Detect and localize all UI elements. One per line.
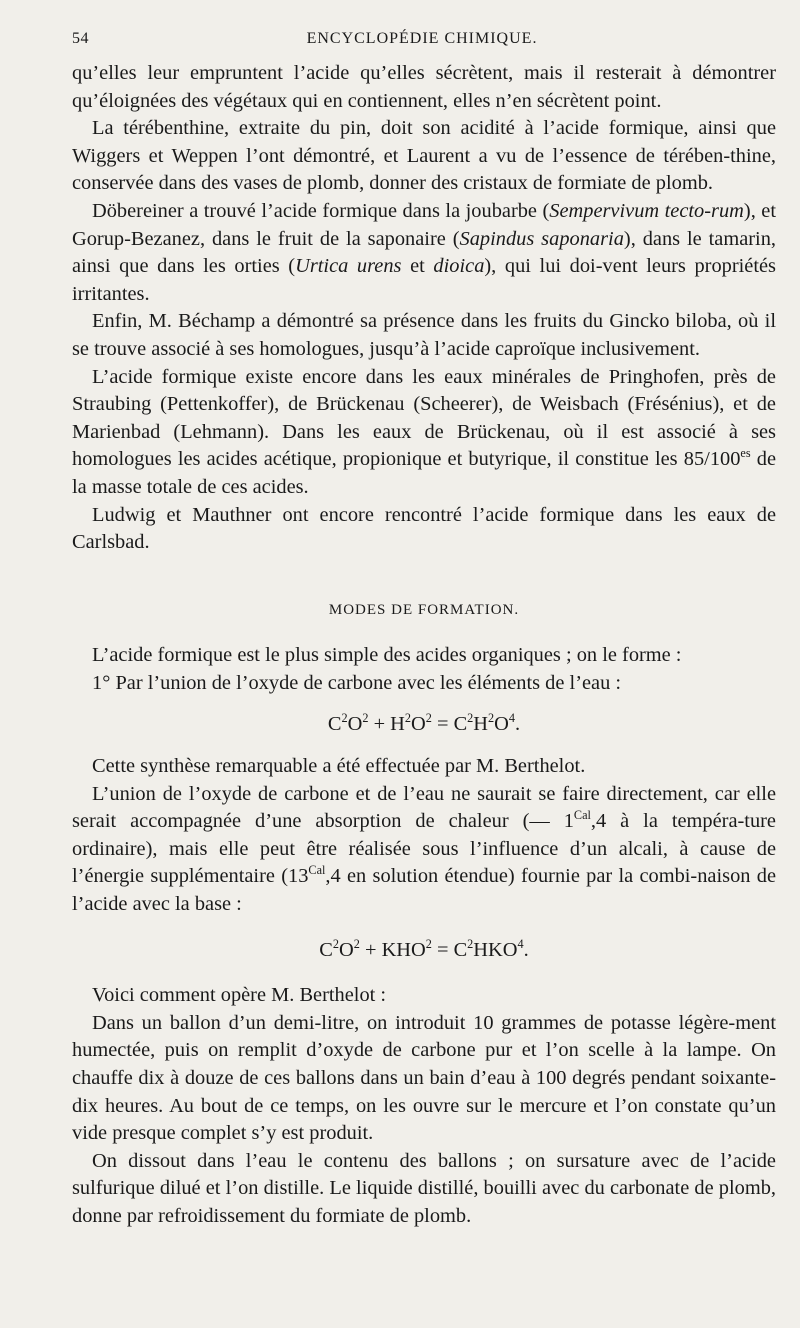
paragraph: 1° Par l’union de l’oxyde de carbone avec les éléments de l’eau : (92, 671, 622, 694)
paragraph: Voici comment opère M. Berthelot : (92, 984, 387, 1007)
paragraph: Dans un ballon d’un demi-litre, on introduit 10 grammes de potasse légère-ment humectée, puis on remplit d’oxyde de carbone pur et l’on scelle à la lampe. On chauffe dix à douze de ces ballons dans un bain d’eau à 100 degrés pendant soixante-dix heures. Au bout de ce temps, on les ouvre sur le mercure et l’on constate qu’un vide presque complet s’y est produit. (72, 1011, 776, 1145)
running-title: ENCYCLOPÉDIE CHIMIQUE. (306, 30, 538, 47)
paragraph: Ludwig et Mauthner ont encore rencontré l’acide formique dans les eaux de Carlsbad. (72, 503, 776, 554)
section-heading: MODES DE FORMATION. (328, 601, 520, 618)
paragraph: On dissout dans l’eau le contenu des ballons ; on sursature avec de l’acide sulfurique dilué et l’on distille. Le liquide distillé, bouilli avec du carbonate de plomb, donne par refroidissement du formiate de plomb. (72, 1149, 776, 1227)
paragraph: L’union de l’oxyde de carbone et de l’eau ne saurait se faire directement, car elle serait accompagnée d’une absorption de chaleur (— $1^{Cal},4$ à la tempéra-ture ordinaire), mais elle peut être réalisée sous l’influence d’un alcali, à cause de l’énergie supplémentaire ($13^{Cal},4$ en solution étendue) fournie par la combi-naison de l’acide avec la base : (72, 782, 776, 916)
page-header (72, 30, 772, 54)
paragraph: Döbereiner a trouvé l’acide formique dans la joubarbe (Sempervivum tecto-rum), et Gorup-Bezanez, dans le fruit de la saponaire (Sapindus saponaria), dans le tamarin, ainsi que dans les orties (Urtica urens et dioica), qui lui doi-vent leurs propriétés irritantes. (72, 199, 777, 305)
paragraph: L’acide formique est le plus simple des acides organiques ; on le forme : (92, 644, 682, 667)
paragraph: La térébenthine, extraite du pin, doit son acidité à l’acide formique, ainsi que Wiggers et Weppen l’ont démontré, et Laurent a vu de l’essence de térében-thine, conservée dans des vases de plomb, donner des cristaux de formiate de plomb. (72, 117, 776, 195)
paragraph: L’acide formique existe encore dans les eaux minérales de Pringhofen, près de Straubing (Pettenkoffer), de Brückenau (Scheerer), de Weisbach (Frésénius), et de Marienbad (Lehmann). Dans les eaux de Brückenau, où il est associé à ses homologues les acides acétique, propionique et butyrique, il constitue les $85/100^{es}$ de la masse totale de ces acides. (72, 365, 776, 498)
paragraph: Cette synthèse remarquable a été effectuée par M. Berthelot. (92, 755, 586, 778)
page-number: 54 (72, 30, 89, 47)
page-body (72, 60, 776, 1231)
chemical-formula: $C^2O^2 + H^2O^2 = C^2H^2O^4$. (327, 711, 521, 736)
paragraph: qu’elles leur empruntent l’acide qu’elles sécrètent, mais il resterait à démontrer qu’éloignées des végétaux qui en contiennent, elles n’en sécrètent point. (72, 62, 776, 112)
chemical-formula: $C^2O^2 + KHO^2 = C^2HKO^4$. (319, 936, 529, 961)
paragraph: Enfin, M. Béchamp a démontré sa présence dans les fruits du Gincko biloba, où il se trouve associé à ses homologues, jusqu’à l’acide caproïque inclusivement. (72, 310, 776, 360)
